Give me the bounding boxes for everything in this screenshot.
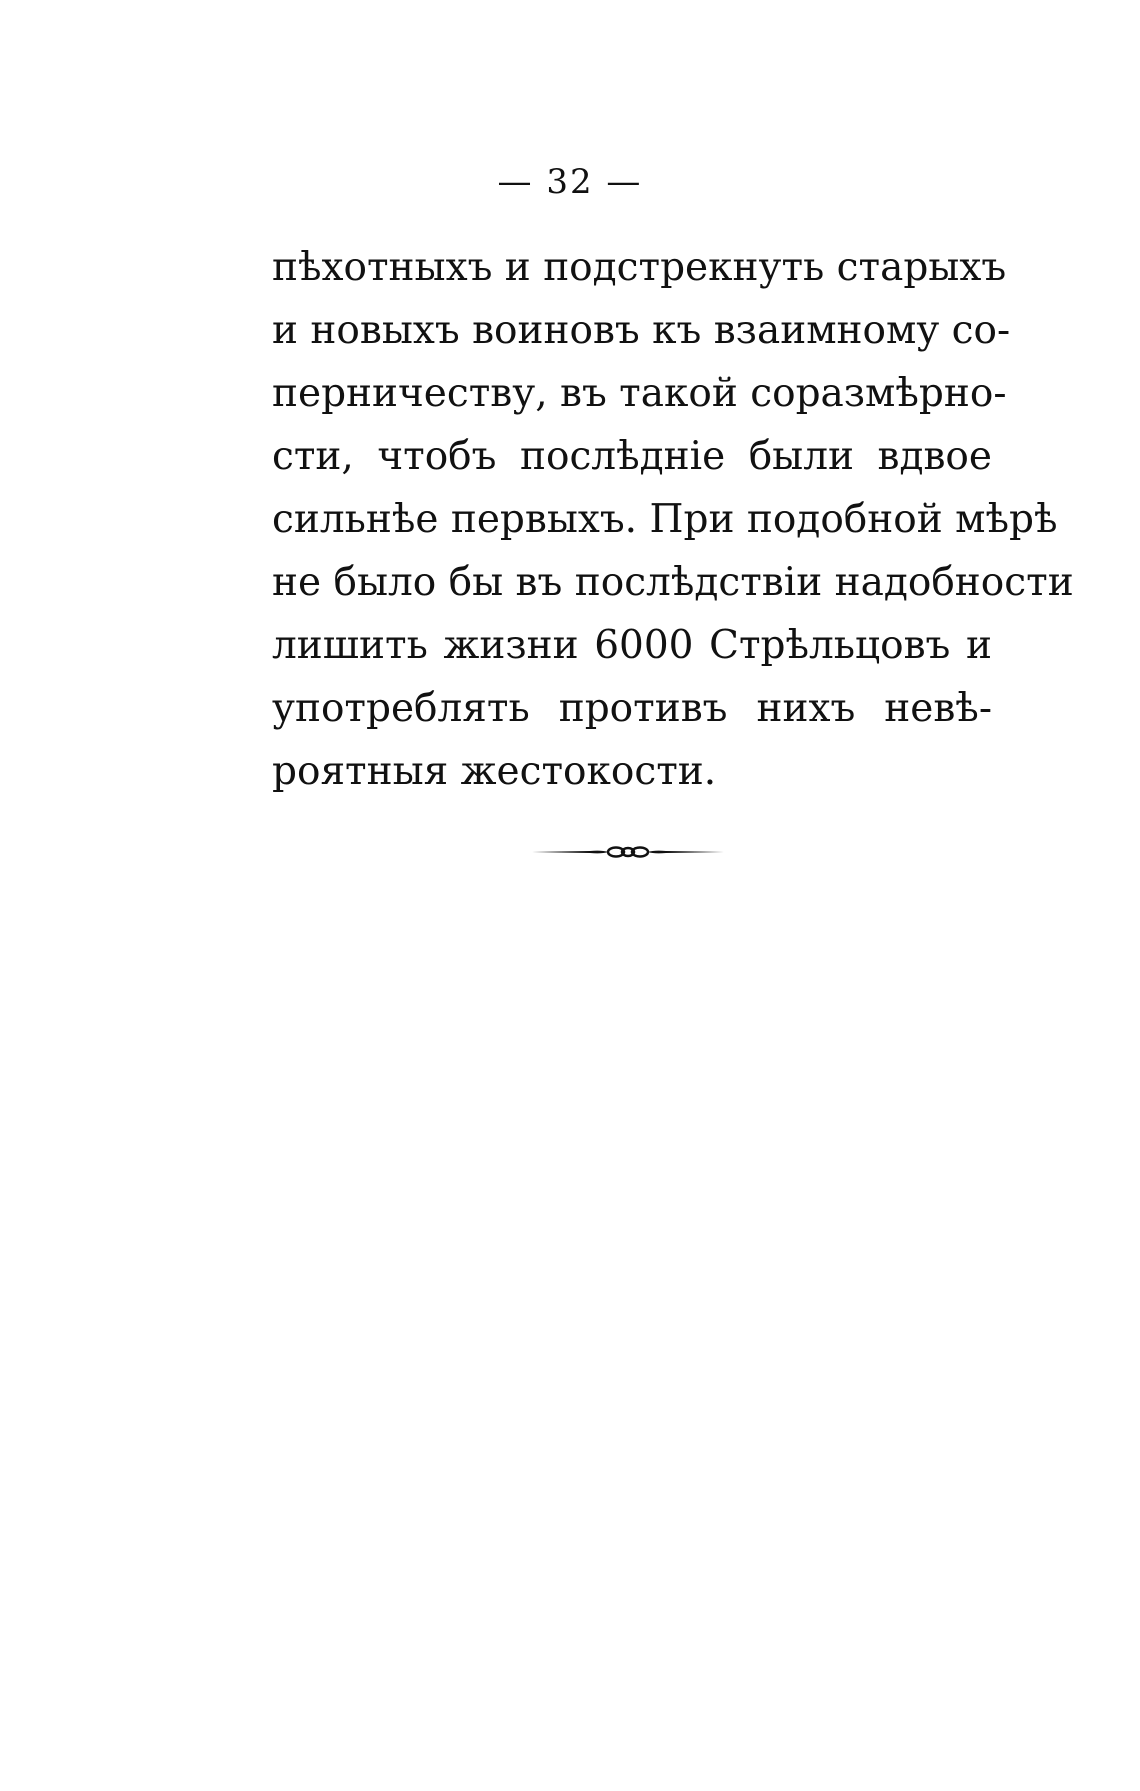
text-line: употреблять противъ нихъ невѣ- xyxy=(272,686,992,731)
text-line: и новыхъ воиновъ къ взаимному со- xyxy=(272,308,1011,353)
text-line: лишить жизни 6000 Стрѣльцовъ и xyxy=(272,623,992,668)
text-line: пѣхотныхъ и подстрекнуть старыхъ xyxy=(272,245,1007,290)
decorative-rule-ornament xyxy=(530,840,726,864)
body-text xyxy=(272,236,1074,803)
text-line: не было бы въ послѣдствіи надобности xyxy=(272,560,1074,605)
page-number-header: — 32 — xyxy=(497,162,643,202)
text-line: сти, чтобъ послѣдніе были вдвое xyxy=(272,434,992,479)
text-line: роятныя жестокости. xyxy=(272,749,717,794)
text-line: перничеству, въ такой соразмѣрно- xyxy=(272,371,1007,416)
text-line: сильнѣе первыхъ. При подобной мѣрѣ xyxy=(272,497,1058,542)
